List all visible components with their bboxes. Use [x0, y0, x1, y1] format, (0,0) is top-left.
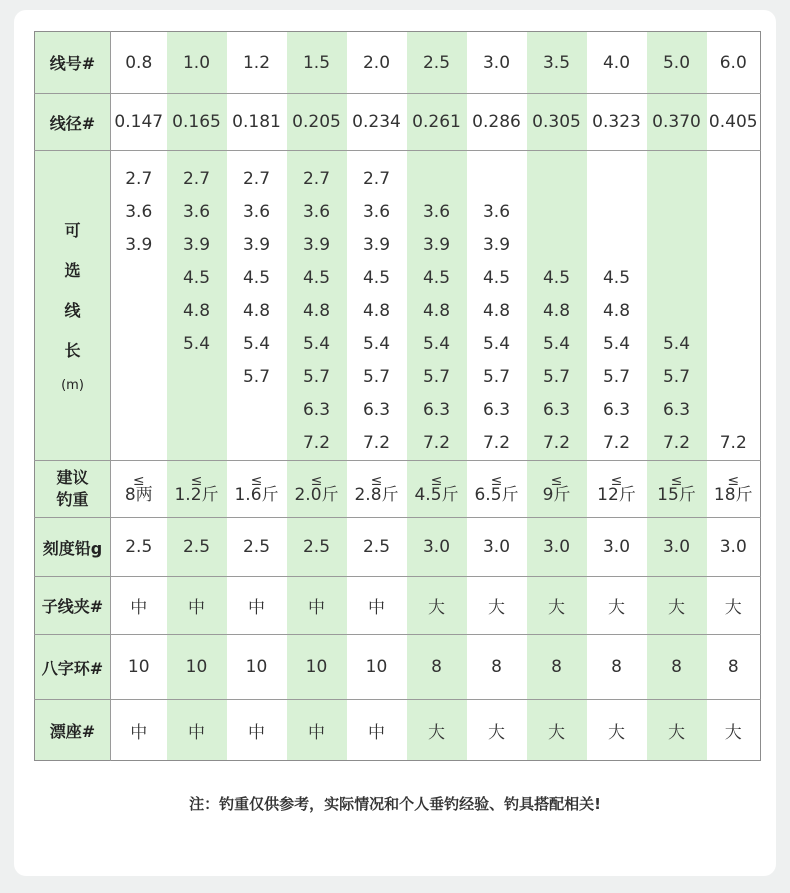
header-float-seat: 漂座#: [35, 700, 111, 761]
length-value: 3.9: [182, 235, 211, 255]
sinker-cell: 3.0: [407, 518, 467, 577]
clip-cell: 大: [647, 577, 707, 635]
length-value: 3.9: [362, 235, 391, 255]
clip-cell: 中: [167, 577, 227, 635]
weight-value: 6.5斤: [474, 484, 519, 505]
length-value: 4.5: [482, 268, 511, 288]
footnote: 注：钓重仅供参考，实际情况和个人垂钓经验、钓具搭配相关!: [189, 795, 601, 813]
line-length-cell: [647, 151, 707, 461]
less-equal-symbol: ≤: [430, 472, 443, 489]
length-value: 6.3: [422, 400, 451, 420]
float-seat-cell: 中: [227, 700, 287, 761]
length-value: 5.4: [422, 334, 451, 354]
swivel-cell: 8: [647, 635, 707, 700]
swivel-cell: 8: [587, 635, 647, 700]
clip-cell: 大: [707, 577, 761, 635]
clip-cell: 中: [111, 577, 167, 635]
length-value: 3.9: [422, 235, 451, 255]
length-value: [647, 262, 707, 295]
length-value: [527, 229, 587, 262]
length-value: 4.8: [482, 301, 511, 321]
clip-row: [35, 577, 761, 635]
float-seat-cell: 中: [167, 700, 227, 761]
length-value: [647, 295, 707, 328]
length-value: [407, 163, 467, 196]
less-equal-symbol: ≤: [490, 472, 503, 489]
suggested-weight-cell: [287, 461, 347, 518]
header-weight-line: 建议: [56, 468, 89, 487]
suggested-weight-cell: [707, 461, 761, 518]
sinker-cell: 2.5: [227, 518, 287, 577]
suggested-weight-cell: [647, 461, 707, 518]
header-line-diameter: 线径#: [35, 94, 111, 151]
length-value: 5.4: [362, 334, 391, 354]
float-seat-cell: 大: [467, 700, 527, 761]
line-number-cell: 0.8: [111, 32, 167, 94]
sinker-cell: 3.0: [527, 518, 587, 577]
length-value: 7.2: [719, 433, 747, 453]
line-diameter-cell: 0.405: [707, 94, 761, 151]
length-value: 5.7: [422, 367, 451, 387]
length-value: 6.3: [482, 400, 511, 420]
length-value: 5.7: [302, 367, 331, 387]
sinker-cell: 3.0: [707, 518, 761, 577]
length-value: 7.2: [362, 433, 391, 453]
float-seat-cell: 大: [587, 700, 647, 761]
sinker-cell: 2.5: [287, 518, 347, 577]
suggested-weight-cell: [527, 461, 587, 518]
swivel-cell: 10: [167, 635, 227, 700]
length-value: 4.8: [422, 301, 451, 321]
length-value: 5.7: [662, 367, 691, 387]
sinker-row: [35, 518, 761, 577]
clip-cell: 大: [587, 577, 647, 635]
length-value: 3.9: [482, 235, 511, 255]
length-value: 3.6: [125, 202, 153, 222]
line-length-cell: [347, 151, 407, 461]
length-value: 4.5: [182, 268, 211, 288]
float-seat-cell: 中: [111, 700, 167, 761]
less-equal-symbol: ≤: [727, 472, 740, 489]
length-value: 5.4: [482, 334, 511, 354]
length-value: [707, 196, 761, 229]
sinker-cell: 2.5: [111, 518, 167, 577]
header-length-char: 线: [64, 300, 81, 320]
swivel-cell: 8: [527, 635, 587, 700]
float-seat-cell: 大: [707, 700, 761, 761]
swivel-cell: 10: [227, 635, 287, 700]
swivel-cell: 10: [111, 635, 167, 700]
length-value: 2.7: [242, 169, 271, 189]
line-diameter-cell: 0.261: [407, 94, 467, 151]
length-value: 3.9: [302, 235, 331, 255]
line-length-cell: [111, 151, 167, 461]
suggested-weight-cell: [587, 461, 647, 518]
float-seat-cell: 中: [347, 700, 407, 761]
line-length-cell: [467, 151, 527, 461]
line-number-cell: 2.0: [347, 32, 407, 94]
length-value: 6.3: [602, 400, 631, 420]
header-length-char: 长: [64, 340, 81, 360]
line-number-cell: 2.5: [407, 32, 467, 94]
length-value: 5.4: [602, 334, 631, 354]
less-equal-symbol: ≤: [190, 472, 203, 489]
line-number-cell: 1.5: [287, 32, 347, 94]
length-value: 3.9: [125, 235, 153, 255]
sinker-cell: 2.5: [167, 518, 227, 577]
length-value: 4.8: [362, 301, 391, 321]
less-equal-symbol: ≤: [132, 472, 145, 489]
length-value: 2.7: [182, 169, 211, 189]
length-value: 5.4: [182, 334, 211, 354]
line-number-row: [35, 32, 761, 94]
length-value: 4.5: [242, 268, 271, 288]
header-clip: 子线夹#: [35, 577, 111, 635]
weight-value: 12斤: [597, 484, 636, 505]
line-diameter-cell: 0.323: [587, 94, 647, 151]
swivel-cell: 8: [707, 635, 761, 700]
length-value: 3.6: [302, 202, 331, 222]
swivel-cell: 8: [467, 635, 527, 700]
length-value: [647, 229, 707, 262]
length-value: 3.6: [242, 202, 271, 222]
weight-value: 1.2斤: [174, 484, 219, 505]
suggested-weight-cell: [167, 461, 227, 518]
length-value: 4.5: [542, 268, 571, 288]
length-value: 3.9: [242, 235, 271, 255]
length-value: 3.6: [182, 202, 211, 222]
line-length-cell: [707, 151, 761, 461]
weight-value: 2.8斤: [354, 484, 399, 505]
swivel-cell: 8: [407, 635, 467, 700]
length-value: 5.7: [362, 367, 391, 387]
clip-cell: 大: [527, 577, 587, 635]
sinker-cell: 2.5: [347, 518, 407, 577]
header-line-number: 线号#: [35, 32, 111, 94]
sinker-cell: 3.0: [587, 518, 647, 577]
length-value: [527, 163, 587, 196]
length-value: 5.7: [542, 367, 571, 387]
line-number-cell: 3.0: [467, 32, 527, 94]
length-value: 6.3: [362, 400, 391, 420]
length-value: 6.3: [542, 400, 571, 420]
length-value: 5.7: [482, 367, 511, 387]
length-value: [467, 163, 527, 196]
weight-value: 9斤: [542, 484, 571, 505]
suggested-weight-row: [35, 461, 761, 518]
length-value: 5.4: [542, 334, 571, 354]
line-number-cell: 5.0: [647, 32, 707, 94]
line-length-cell: [527, 151, 587, 461]
suggested-weight-cell: [111, 461, 167, 518]
length-value: 7.2: [602, 433, 631, 453]
length-value: 3.6: [422, 202, 451, 222]
suggested-weight-cell: [227, 461, 287, 518]
weight-value: 8两: [124, 484, 153, 505]
suggested-weight-cell: [467, 461, 527, 518]
length-value: 4.8: [542, 301, 571, 321]
line-number-cell: 3.5: [527, 32, 587, 94]
length-value: 2.7: [125, 169, 153, 189]
weight-value: 4.5斤: [414, 484, 459, 505]
length-value: 2.7: [302, 169, 331, 189]
line-length-cell: [287, 151, 347, 461]
weight-value: 15斤: [657, 484, 696, 505]
length-value: [707, 262, 761, 295]
length-value: 5.4: [242, 334, 271, 354]
length-value: [647, 163, 707, 196]
length-value: 7.2: [422, 433, 451, 453]
length-value: 4.5: [422, 268, 451, 288]
line-length-cell: [407, 151, 467, 461]
float-seat-row: [35, 700, 761, 761]
less-equal-symbol: ≤: [670, 472, 683, 489]
swivel-cell: 10: [287, 635, 347, 700]
length-value: [587, 163, 647, 196]
line-diameter-cell: 0.205: [287, 94, 347, 151]
length-value: [587, 196, 647, 229]
header-line-length: [35, 151, 111, 461]
clip-cell: 大: [467, 577, 527, 635]
length-value: [707, 163, 761, 196]
length-value: 4.8: [302, 301, 331, 321]
length-value: 7.2: [662, 433, 691, 453]
less-equal-symbol: ≤: [250, 472, 263, 489]
length-value: [707, 295, 761, 328]
clip-cell: 中: [227, 577, 287, 635]
line-length-row: [35, 151, 761, 461]
clip-cell: 中: [347, 577, 407, 635]
clip-cell: 中: [287, 577, 347, 635]
length-value: 5.4: [662, 334, 691, 354]
length-value: 7.2: [482, 433, 511, 453]
weight-value: 18斤: [713, 484, 753, 505]
less-equal-symbol: ≤: [550, 472, 563, 489]
length-value: [587, 229, 647, 262]
line-number-cell: 1.0: [167, 32, 227, 94]
suggested-weight-cell: [347, 461, 407, 518]
length-value: 4.8: [182, 301, 211, 321]
length-value: 4.5: [302, 268, 331, 288]
line-length-cell: [227, 151, 287, 461]
weight-value: 1.6斤: [234, 484, 279, 505]
suggested-weight-cell: [407, 461, 467, 518]
weight-value: 2.0斤: [294, 484, 339, 505]
header-length-unit: (m): [61, 377, 84, 393]
length-value: 5.7: [602, 367, 631, 387]
float-seat-cell: 中: [287, 700, 347, 761]
clip-cell: 大: [407, 577, 467, 635]
line-number-cell: 1.2: [227, 32, 287, 94]
length-value: 4.5: [602, 268, 631, 288]
length-value: [527, 196, 587, 229]
less-equal-symbol: ≤: [310, 472, 323, 489]
length-value: 2.7: [362, 169, 391, 189]
sinker-cell: 3.0: [467, 518, 527, 577]
length-value: 4.8: [602, 301, 631, 321]
less-equal-symbol: ≤: [370, 472, 383, 489]
line-diameter-row: [35, 94, 761, 151]
length-value: 6.3: [302, 400, 331, 420]
less-equal-symbol: ≤: [610, 472, 623, 489]
length-value: [647, 196, 707, 229]
length-value: 5.4: [302, 334, 331, 354]
length-value: [707, 361, 761, 394]
header-suggested-weight: [35, 461, 111, 518]
length-value: [707, 328, 761, 361]
float-seat-cell: 大: [647, 700, 707, 761]
fishing-line-spec-table: [34, 31, 761, 761]
header-length-char: 选: [64, 260, 81, 280]
line-diameter-cell: 0.286: [467, 94, 527, 151]
line-length-cell: [167, 151, 227, 461]
header-swivel: 八字环#: [35, 635, 111, 700]
length-value: 3.6: [482, 202, 511, 222]
length-value: [707, 394, 761, 427]
length-value: 6.3: [662, 400, 691, 420]
line-diameter-cell: 0.147: [111, 94, 167, 151]
length-value: [707, 229, 761, 262]
line-diameter-cell: 0.234: [347, 94, 407, 151]
swivel-cell: 10: [347, 635, 407, 700]
line-diameter-cell: 0.165: [167, 94, 227, 151]
header-sinker: 刻度铅g: [35, 518, 111, 577]
length-value: 7.2: [542, 433, 571, 453]
header-length-char: 可: [64, 220, 81, 240]
float-seat-cell: 大: [527, 700, 587, 761]
line-number-cell: 4.0: [587, 32, 647, 94]
header-weight-line: 钓重: [56, 490, 89, 509]
sinker-cell: 3.0: [647, 518, 707, 577]
length-value: 7.2: [302, 433, 331, 453]
swivel-row: [35, 635, 761, 700]
length-value: 4.5: [362, 268, 391, 288]
length-value: 3.6: [362, 202, 391, 222]
length-value: 5.7: [242, 367, 271, 387]
line-length-cell: [587, 151, 647, 461]
line-diameter-cell: 0.181: [227, 94, 287, 151]
float-seat-cell: 大: [407, 700, 467, 761]
line-diameter-cell: 0.305: [527, 94, 587, 151]
line-number-cell: 6.0: [707, 32, 761, 94]
length-value: 4.8: [242, 301, 271, 321]
line-diameter-cell: 0.370: [647, 94, 707, 151]
